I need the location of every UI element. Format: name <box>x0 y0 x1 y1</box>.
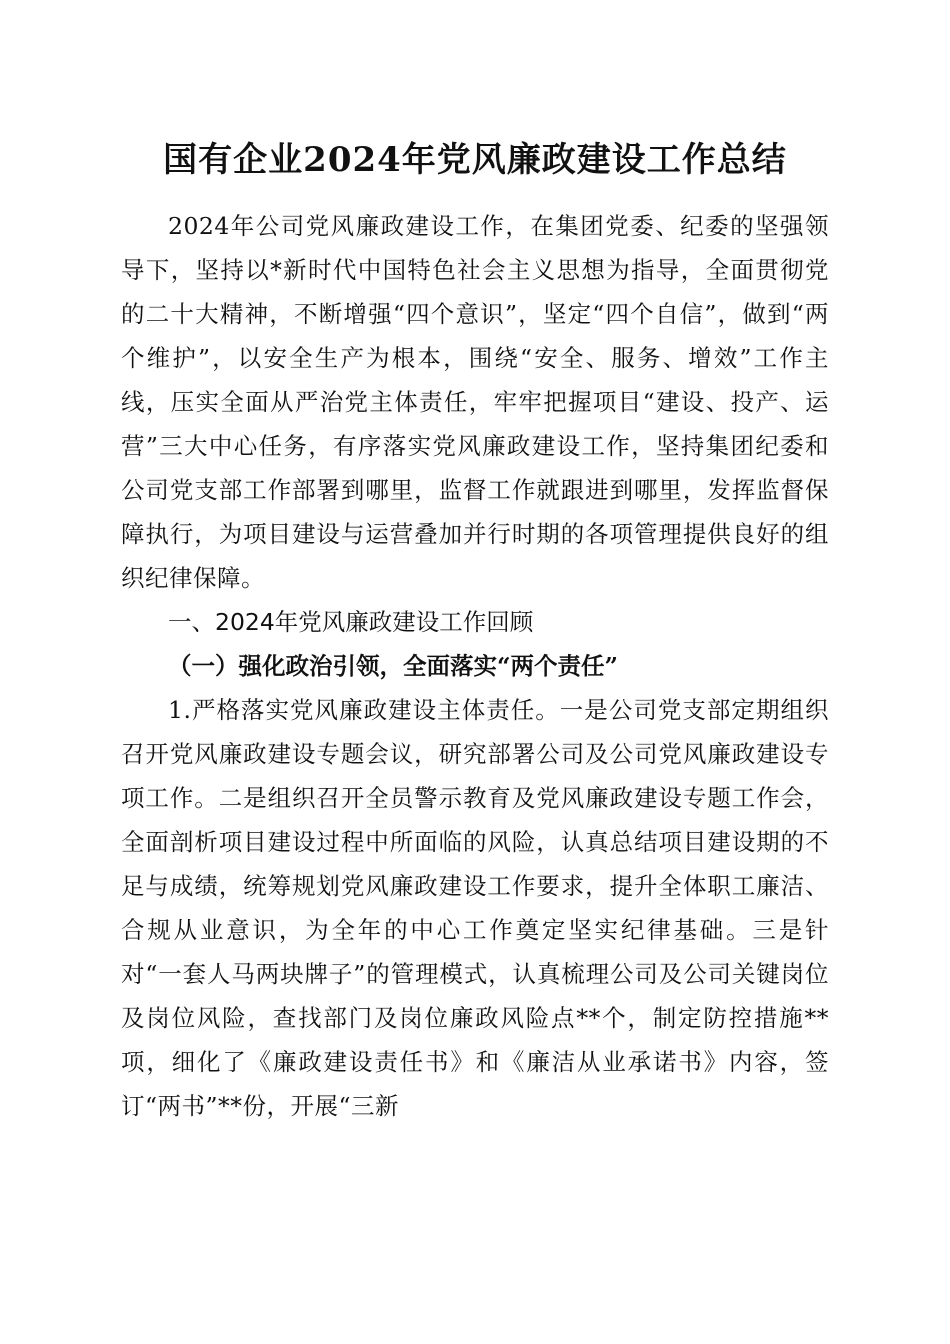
intro-paragraph: 2024年公司党风廉政建设工作，在集团党委、纪委的坚强领导下，坚持以*新时代中国特色社会主义思想为指导，全面贯彻党的二十大精神，不断增强“四个意识”，坚定“四个自信”，做到“两个维护”，以安全生产为根本，围绕“安全、服务、增效”工作主线，压实全面从严治党主体责任，牢牢把握项目“建设、投产、运营”三大中心任务，有序落实党风廉政建设工作，坚持集团纪委和公司党支部工作部署到哪里，监督工作就跟进到哪里，发挥监督保障执行，为项目建设与运营叠加并行时期的各项管理提供良好的组织纪律保障。 <box>121 212 829 592</box>
document-body <box>121 204 829 1128</box>
section-heading-1: 一、2024年党风廉政建设工作回顾 <box>168 608 534 636</box>
item-paragraph-1: 1.严格落实党风廉政建设主体责任。一是公司党支部定期组织召开党风廉政建设专题会议，研究部署公司及公司党风廉政建设专项工作。二是组织召开全员警示教育及党风廉政建设专题工作会，全面剖析项目建设过程中所面临的风险，认真总结项目建设期的不足与成绩，统筹规划党风廉政建设工作要求，提升全体职工廉洁、合规从业意识，为全年的中心工作奠定坚实纪律基础。三是针对“一套人马两块牌子”的管理模式，认真梳理公司及公司关键岗位及岗位风险，查找部门及岗位廉政风险点**个，制定防控措施**项，细化了《廉政建设责任书》和《廉洁从业承诺书》内容，签订“两书”**份，开展“三新 <box>121 696 829 1120</box>
document-title: 国有企业2024年党风廉政建设工作总结 <box>163 140 787 180</box>
subsection-heading-1: （一）强化政治引领，全面落实“两个责任” <box>168 652 619 680</box>
